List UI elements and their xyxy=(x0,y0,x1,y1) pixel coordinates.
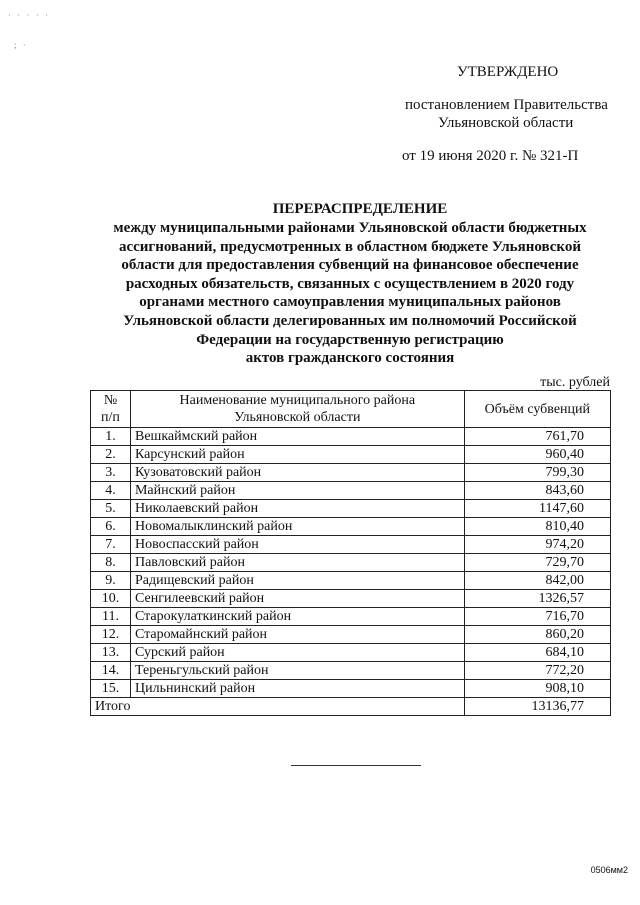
row-number: 8. xyxy=(91,554,131,572)
row-number: 13. xyxy=(91,644,131,662)
table-row xyxy=(91,500,611,518)
subvention-table xyxy=(90,390,611,716)
row-amount: 842,00 xyxy=(464,572,610,590)
row-number: 5. xyxy=(91,500,131,518)
row-district-name: Майнский район xyxy=(130,482,464,500)
row-number: 6. xyxy=(91,518,131,536)
subtitle-line: расходных обязательств, связанных с осуществлением в 2020 году xyxy=(125,275,575,292)
table-row xyxy=(91,644,611,662)
row-district-name: Сурский район xyxy=(130,644,464,662)
table-row xyxy=(91,554,611,572)
table-row xyxy=(91,662,611,680)
row-district-name: Цильнинский район xyxy=(130,680,464,698)
row-amount: 810,40 xyxy=(464,518,610,536)
subtitle-line: области для предоставления субвенций на финансовое обеспечение xyxy=(121,257,579,274)
row-district-name: Вешкаймский район xyxy=(130,428,464,446)
row-number: 3. xyxy=(91,464,131,482)
table-row xyxy=(91,536,611,554)
row-district-name: Новомалыклинский район xyxy=(130,518,464,536)
row-number: 12. xyxy=(91,626,131,644)
table-row xyxy=(91,608,611,626)
row-amount: 974,20 xyxy=(464,536,610,554)
row-number: 11. xyxy=(91,608,131,626)
header-district-name xyxy=(130,391,464,428)
row-district-name: Радищевский район xyxy=(130,572,464,590)
row-number: 9. xyxy=(91,572,131,590)
approval-region: Ульяновской области xyxy=(438,115,574,131)
header-number xyxy=(91,391,131,428)
document-title: ПЕРЕРАСПРЕДЕЛЕНИЕ xyxy=(272,201,448,217)
row-district-name: Старокулаткинский район xyxy=(130,608,464,626)
table-row xyxy=(91,680,611,698)
row-number: 4. xyxy=(91,482,131,500)
row-amount: 729,70 xyxy=(464,554,610,572)
row-amount: 799,30 xyxy=(464,464,610,482)
row-amount: 716,70 xyxy=(464,608,610,626)
subtitle-line: между муниципальными районами Ульяновской области бюджетных xyxy=(113,220,587,236)
subtitle-line: актов гражданского состояния xyxy=(245,350,455,367)
row-number: 15. xyxy=(91,680,131,698)
scan-artifact: · · · · · xyxy=(8,10,50,20)
approval-authority: постановлением Правительства xyxy=(405,97,608,113)
document-code: 0506мм2 xyxy=(590,865,628,875)
row-number: 2. xyxy=(91,446,131,464)
row-amount: 1147,60 xyxy=(464,500,610,518)
row-district-name: Кузоватовский район xyxy=(130,464,464,482)
row-number: 1. xyxy=(91,428,131,446)
table-body xyxy=(91,428,611,698)
row-amount: 772,20 xyxy=(464,662,610,680)
total-label: Итого xyxy=(91,698,465,716)
total-amount: 13136,77 xyxy=(464,698,610,716)
subtitle-line: Ульяновской области делегированных им полномочий Российской xyxy=(123,312,577,329)
table-header-row xyxy=(91,391,611,428)
row-district-name: Николаевский район xyxy=(130,500,464,518)
table-total-row xyxy=(91,698,611,716)
header-amount: Объём субвенций xyxy=(464,391,610,428)
subtitle-line: ассигнований, предусмотренных в областном бюджете Ульяновской xyxy=(118,238,582,255)
row-amount: 761,70 xyxy=(464,428,610,446)
units-label: тыс. рублей xyxy=(540,375,610,390)
row-district-name: Павловский район xyxy=(130,554,464,572)
header-name-line2: Ульяновской области xyxy=(234,410,361,425)
document-subtitle xyxy=(100,219,600,368)
subtitle-line: Федерации на государственную регистрацию xyxy=(196,331,504,348)
approval-date: от 19 июня 2020 г. № 321-П xyxy=(402,148,579,164)
row-number: 7. xyxy=(91,536,131,554)
table-row xyxy=(91,464,611,482)
row-amount: 1326,57 xyxy=(464,590,610,608)
header-number-line1: № xyxy=(103,393,118,408)
row-amount: 960,40 xyxy=(464,446,610,464)
approval-stamp-title: УТВЕРЖДЕНО xyxy=(457,64,559,80)
table-row xyxy=(91,446,611,464)
row-district-name: Старомайнский район xyxy=(130,626,464,644)
table-row xyxy=(91,482,611,500)
header-name-line1: Наименование муниципального района xyxy=(179,393,416,408)
row-number: 14. xyxy=(91,662,131,680)
table-row xyxy=(91,626,611,644)
table-row xyxy=(91,590,611,608)
row-district-name: Сенгилеевский район xyxy=(130,590,464,608)
header-number-line2: п/п xyxy=(101,410,120,425)
row-amount: 908,10 xyxy=(464,680,610,698)
table-row xyxy=(91,518,611,536)
table-row xyxy=(91,428,611,446)
scan-artifact: ; · xyxy=(14,40,28,50)
row-district-name: Новоспасский район xyxy=(130,536,464,554)
row-amount: 684,10 xyxy=(464,644,610,662)
row-district-name: Тереньгульский район xyxy=(130,662,464,680)
closing-line xyxy=(291,765,421,766)
row-amount: 860,20 xyxy=(464,626,610,644)
subtitle-line: органами местного самоуправления муниципальных районов xyxy=(139,294,561,311)
table-row xyxy=(91,572,611,590)
row-district-name: Карсунский район xyxy=(130,446,464,464)
row-amount: 843,60 xyxy=(464,482,610,500)
row-number: 10. xyxy=(91,590,131,608)
